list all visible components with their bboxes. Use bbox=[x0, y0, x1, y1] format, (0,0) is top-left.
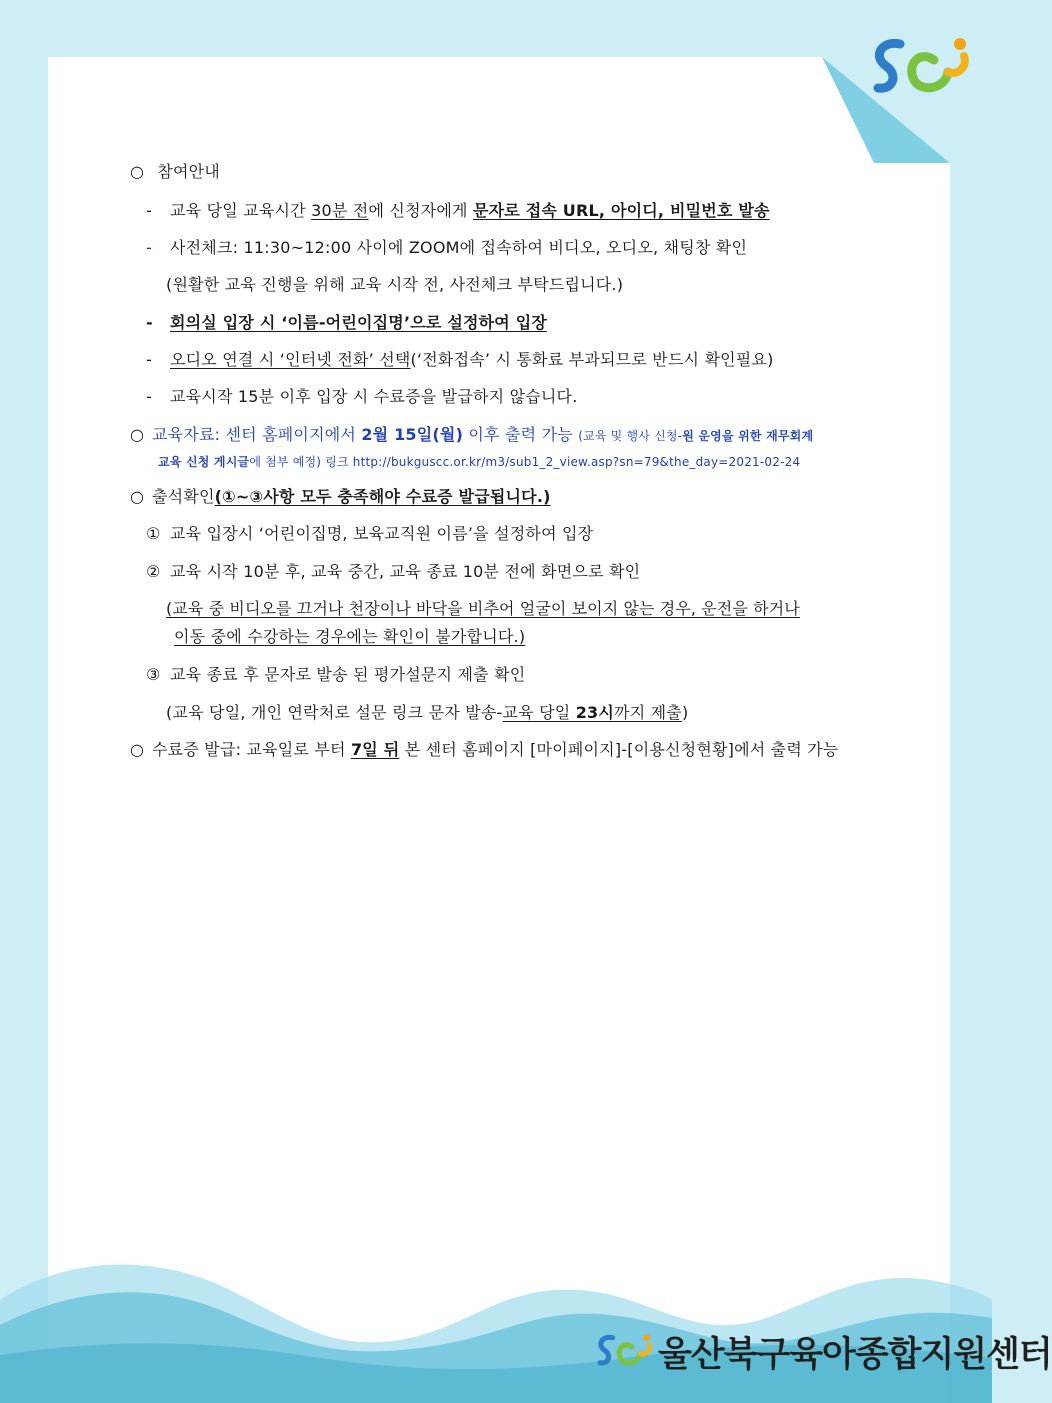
attendance-item-1: ① 교육 입장시 ‘어린이집명, 보육교직원 이름’을 설정하여 입장 bbox=[146, 524, 594, 543]
footer-org-name: 울산북구육아종합지원센터 bbox=[658, 1335, 1052, 1375]
participation-title: 참여안내 bbox=[157, 162, 220, 181]
participation-line-5: - 교육시작 15분 이후 입장 시 수료증을 발급하지 않습니다. bbox=[146, 387, 578, 406]
certificate-line: ○ 수료증 발급: 교육일로 부터 7일 뒤 본 센터 홈페이지 [마이페이지]-[이용신청현황]에서 출력 가능 bbox=[130, 740, 839, 759]
footer-logo-icon bbox=[592, 1326, 656, 1378]
materials-line: ○ 교육자료: 센터 홈페이지에서 2월 15일(월) 이후 출력 가능 (교육 및 행사 신청-원 운영을 위한 재무회계 bbox=[130, 425, 814, 444]
bullet-circle: ○ bbox=[130, 162, 145, 181]
attendance-item-3-note: (교육 당일, 개인 연락처로 설문 링크 문자 발송-교육 당일 23시까지 제출) bbox=[166, 703, 689, 722]
participation-heading bbox=[130, 161, 220, 183]
attendance-item-3: ③ 교육 종료 후 문자로 발송 된 평가설문지 제출 확인 bbox=[146, 665, 526, 684]
attendance-item-2-note-1: (교육 중 비디오를 끄거나 천장이나 바닥을 비추어 얼굴이 보이지 않는 경우, 운전을 하거나 bbox=[166, 599, 800, 618]
center-logo-icon bbox=[864, 36, 976, 102]
materials-link[interactable]: 에 첨부 예정) 링크 http://bukguscc.or.kr/m3/sub1_2_view.asp?sn=79&the_day=2021-02-24 bbox=[249, 455, 801, 469]
attendance-heading: ○ 출석확인(①~③사항 모두 충족해야 수료증 발급됩니다.) bbox=[130, 487, 551, 506]
footer-logo bbox=[592, 1326, 1052, 1378]
materials-link-line: 교육 신청 게시글에 첨부 예정) 링크 http://bukguscc.or.kr/m3/sub1_2_view.asp?sn=79&the_day=2021-02-24 bbox=[158, 455, 801, 469]
attendance-item-2: ② 교육 시작 10분 후, 교육 중간, 교육 종료 10분 전에 화면으로 확인 bbox=[146, 562, 641, 581]
participation-line-1: - 교육 당일 교육시간 30분 전에 신청자에게 문자로 접속 URL, 아이디, 비밀번호 발송 bbox=[146, 201, 770, 220]
participation-line-2: - 사전체크: 11:30~12:00 사이에 ZOOM에 접속하여 비디오, 오디오, 채팅창 확인 bbox=[146, 238, 748, 257]
participation-line-4: - 오디오 연결 시 ‘인터넷 전화’ 선택(‘전화접속’ 시 통화료 부과되므로 반드시 확인필요) bbox=[146, 350, 774, 369]
attendance-item-2-note-2: 이동 중에 수강하는 경우에는 확인이 불가합니다.) bbox=[174, 627, 526, 646]
participation-line-3: - 회의실 입장 시 ‘이름-어린이집명’으로 설정하여 입장 bbox=[146, 313, 548, 332]
participation-line-2-note: (원활한 교육 진행을 위해 교육 시작 전, 사전체크 부탁드립니다.) bbox=[166, 275, 624, 294]
